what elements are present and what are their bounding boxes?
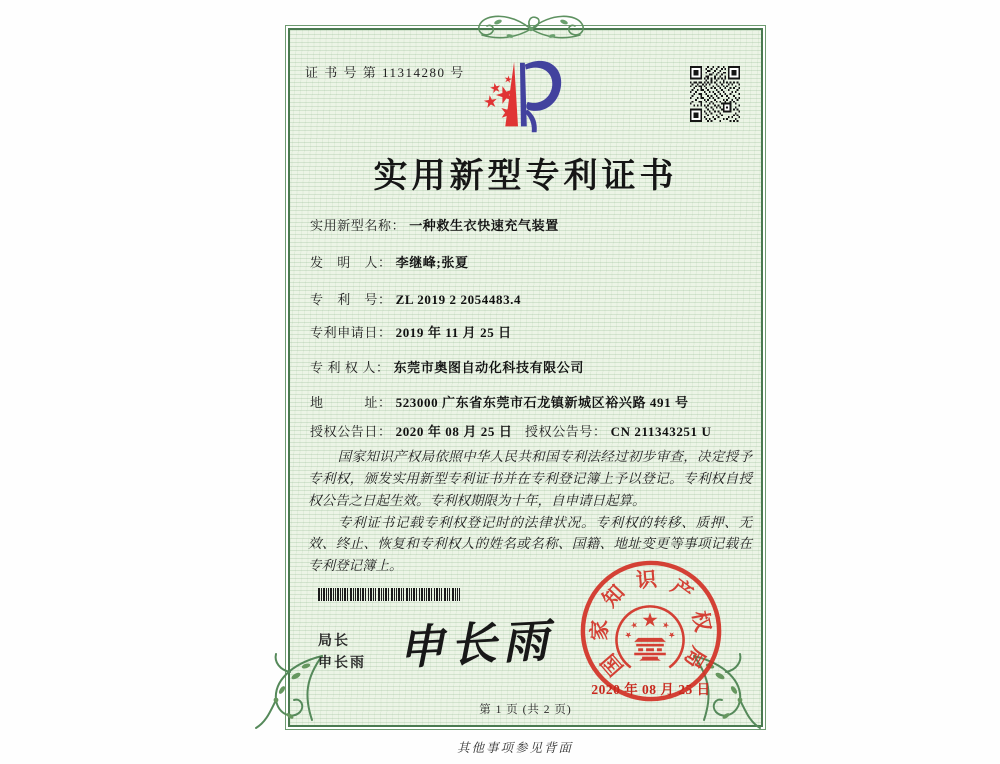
field-value: 2019 年 11 月 25 日 xyxy=(395,325,512,340)
field-value: ZL 2019 2 2054483.4 xyxy=(395,292,522,307)
top-border-ornament-icon xyxy=(440,10,622,46)
field-label: 专 利 号： xyxy=(310,292,392,307)
field-label: 实用新型名称： xyxy=(310,218,406,233)
legal-paragraph: 专利证书记载专利权登记时的法律状况。专利权的转移、质押、无效、终止、恢复和专利权人的姓名或名称、国籍、地址变更等事项记载在专利登记簿上。 xyxy=(308,514,752,574)
svg-text:产: 产 xyxy=(666,575,697,606)
qr-code-icon xyxy=(690,66,740,122)
field-label: 专 利 权 人： xyxy=(310,360,390,375)
field-value: 东莞市奥图自动化科技有限公司 xyxy=(393,360,584,375)
field-value: 一种救生衣快速充气装置 xyxy=(409,218,559,233)
svg-text:识: 识 xyxy=(635,568,658,593)
svg-text:权: 权 xyxy=(687,609,714,634)
field-value: 523000 广东省东莞市石龙镇新城区裕兴路 491 号 xyxy=(395,395,689,410)
field-label: 地 址： xyxy=(310,395,392,410)
field-inventor xyxy=(310,252,469,271)
field-address xyxy=(310,392,689,411)
legal-paragraph: 国家知识产权局依照中华人民共和国专利法经过初步审查，决定授予专利权，颁发实用新型专利证书并在专利登记簿上予以登记。专利权自授权公告之日起生效。专利权期限为十年，自申请日起算。 xyxy=(308,449,752,508)
cnipa-logo-icon xyxy=(459,50,577,143)
field-patent-number xyxy=(310,289,521,308)
signer-name: 申长雨 xyxy=(318,654,366,670)
field-grant-number xyxy=(525,421,711,440)
field-value: 李继峰;张夏 xyxy=(395,255,469,270)
signer-title: 局长 xyxy=(318,632,350,648)
field-patentee xyxy=(310,357,584,376)
field-value: CN 211343251 U xyxy=(610,424,712,439)
field-application-date xyxy=(310,322,512,341)
seal-date: 2020 年 08 月 25 日 xyxy=(591,682,711,697)
barcode-icon xyxy=(318,588,460,601)
svg-text:家: 家 xyxy=(589,619,612,641)
page-number-footer: 第 1 页 (共 2 页) xyxy=(479,704,572,716)
field-label: 授权公告号： xyxy=(525,424,607,439)
certificate-number: 证 书 号 第 11314280 号 xyxy=(305,65,465,80)
certificate-title: 实用新型专利证书 xyxy=(373,158,678,195)
field-utility-model-name xyxy=(310,215,559,234)
svg-text:知: 知 xyxy=(599,581,630,612)
svg-text:局: 局 xyxy=(679,642,709,672)
bottom-left-corner-ornament-icon xyxy=(250,648,326,734)
back-side-note: 其他事项参见背面 xyxy=(456,741,573,755)
field-label: 专利申请日： xyxy=(310,325,392,340)
national-emblem-icon xyxy=(616,606,683,667)
field-grant-row xyxy=(310,421,712,440)
field-label: 发 明 人： xyxy=(310,255,392,270)
director-signature: 申长雨 xyxy=(396,614,556,675)
svg-text:国: 国 xyxy=(597,649,629,680)
field-value: 2020 年 08 月 25 日 xyxy=(395,424,513,439)
field-label: 授权公告日： xyxy=(310,424,392,439)
